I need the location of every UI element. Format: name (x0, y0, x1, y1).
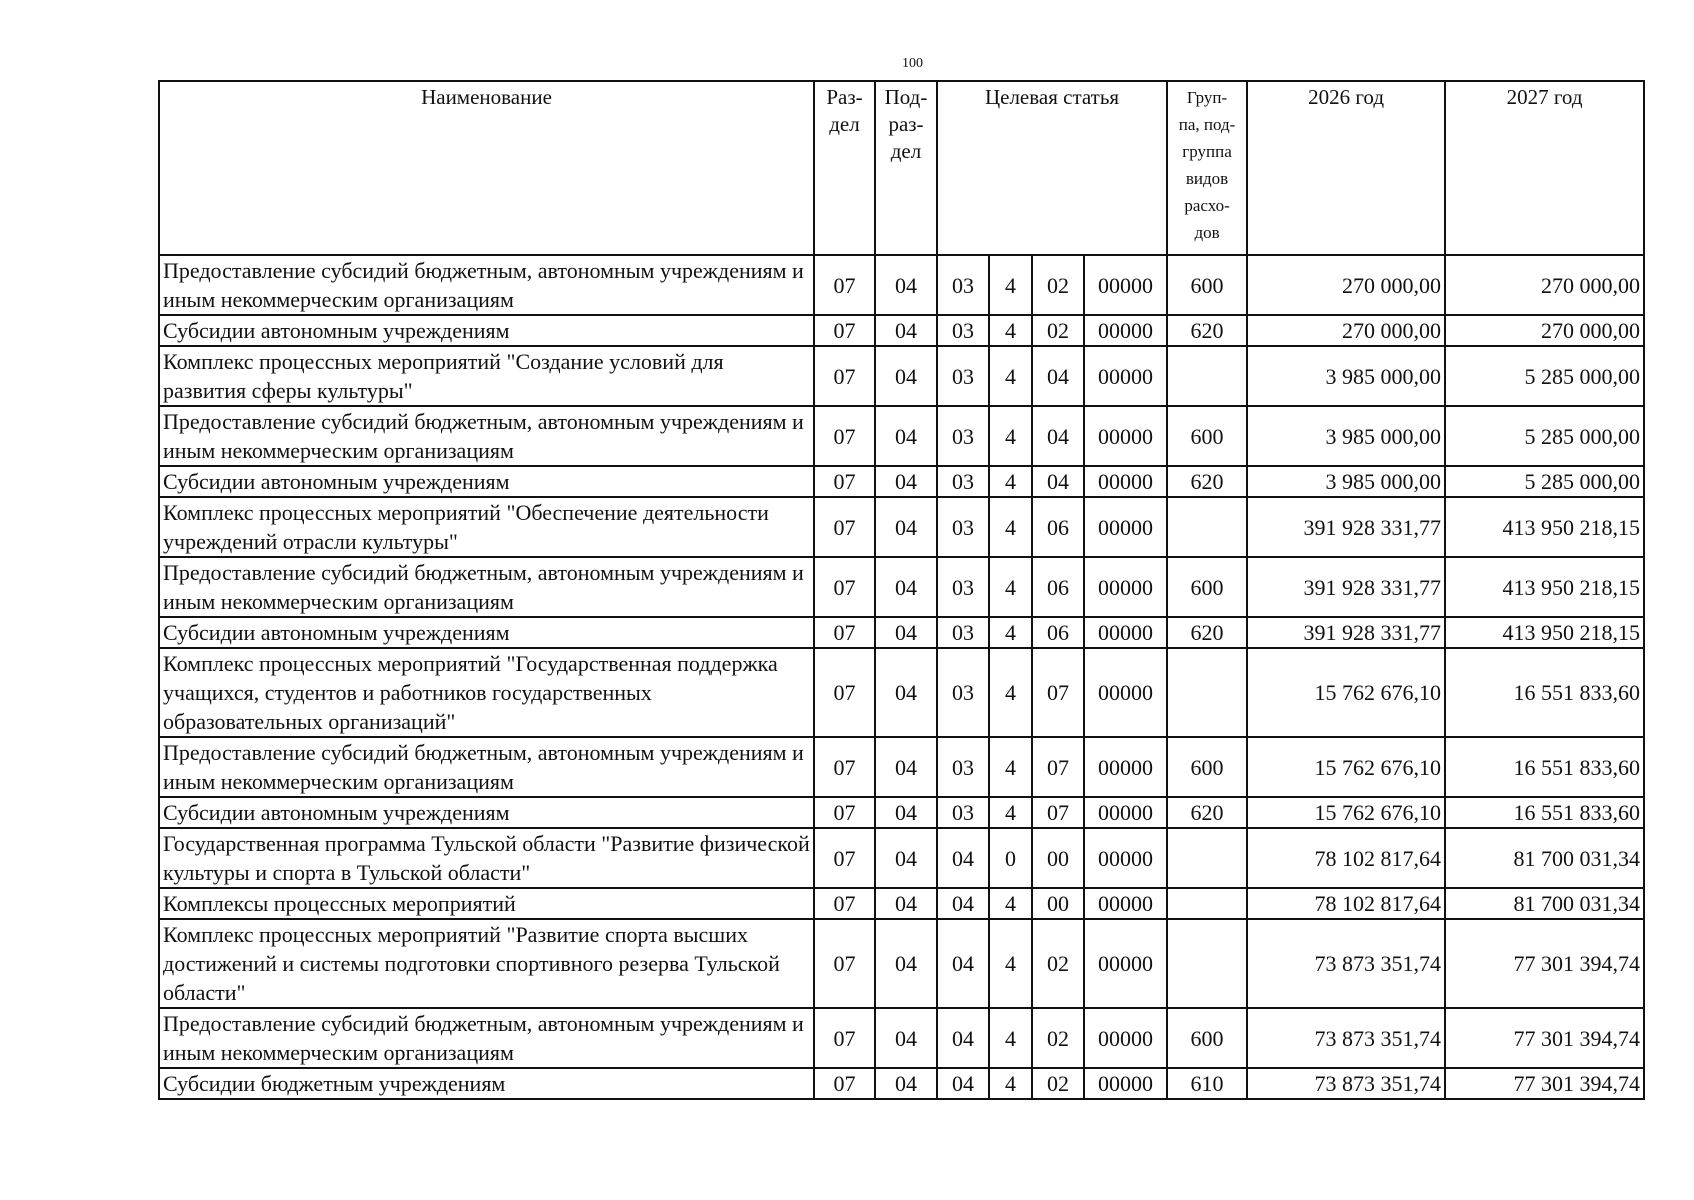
cell-target-type: 4 (989, 315, 1032, 346)
cell-target-program: 03 (937, 497, 989, 557)
cell-target-complex: 00 (1032, 828, 1084, 888)
cell-amount-2027: 81 700 031,34 (1445, 828, 1644, 888)
cell-target-direction: 00000 (1084, 888, 1167, 919)
cell-target-complex: 07 (1032, 648, 1084, 737)
table-row (159, 648, 1644, 737)
cell-target-direction: 00000 (1084, 346, 1167, 406)
cell-target-complex: 02 (1032, 1008, 1084, 1068)
cell-target-complex: 06 (1032, 497, 1084, 557)
table-row (159, 617, 1644, 648)
table-row (159, 737, 1644, 797)
table-row (159, 466, 1644, 497)
cell-subsection: 04 (875, 406, 937, 466)
cell-target-type: 4 (989, 557, 1032, 617)
cell-amount-2027: 5 285 000,00 (1445, 466, 1644, 497)
cell-target-complex: 07 (1032, 737, 1084, 797)
cell-amount-2027: 77 301 394,74 (1445, 1008, 1644, 1068)
cell-name: Субсидии автономным учреждениям (159, 797, 814, 828)
table-row (159, 828, 1644, 888)
cell-expense-group: 600 (1167, 1008, 1247, 1068)
cell-expense-group: 600 (1167, 406, 1247, 466)
cell-target-complex: 02 (1032, 315, 1084, 346)
cell-target-complex: 00 (1032, 888, 1084, 919)
cell-target-type: 4 (989, 497, 1032, 557)
cell-name: Субсидии автономным учреждениям (159, 466, 814, 497)
cell-target-complex: 04 (1032, 346, 1084, 406)
cell-expense-group (1167, 497, 1247, 557)
cell-target-program: 03 (937, 315, 989, 346)
cell-name: Предоставление субсидий бюджетным, автономным учреждениям и иным некоммерческим организациям (159, 737, 814, 797)
cell-subsection: 04 (875, 557, 937, 617)
cell-target-complex: 02 (1032, 255, 1084, 315)
cell-target-direction: 00000 (1084, 737, 1167, 797)
cell-amount-2026: 391 928 331,77 (1247, 557, 1445, 617)
cell-target-direction: 00000 (1084, 797, 1167, 828)
cell-section: 07 (814, 797, 875, 828)
cell-target-type: 4 (989, 617, 1032, 648)
cell-target-direction: 00000 (1084, 466, 1167, 497)
cell-section: 07 (814, 255, 875, 315)
cell-target-direction: 00000 (1084, 919, 1167, 1008)
cell-name: Комплексы процессных мероприятий (159, 888, 814, 919)
cell-expense-group: 610 (1167, 1068, 1247, 1099)
budget-table (158, 80, 1645, 1100)
cell-target-type: 4 (989, 797, 1032, 828)
cell-expense-group: 620 (1167, 617, 1247, 648)
cell-target-program: 04 (937, 828, 989, 888)
page-number: 100 (902, 56, 923, 71)
cell-name: Государственная программа Тульской области "Развитие физической культуры и спорта в Тульской области" (159, 828, 814, 888)
cell-section: 07 (814, 888, 875, 919)
cell-expense-group: 620 (1167, 315, 1247, 346)
cell-subsection: 04 (875, 828, 937, 888)
cell-target-program: 03 (937, 557, 989, 617)
cell-name: Комплекс процессных мероприятий "Создание условий для развития сферы культуры" (159, 346, 814, 406)
cell-amount-2027: 413 950 218,15 (1445, 497, 1644, 557)
cell-section: 07 (814, 466, 875, 497)
cell-name: Предоставление субсидий бюджетным, автономным учреждениям и иным некоммерческим организациям (159, 1008, 814, 1068)
table-row (159, 1068, 1644, 1099)
cell-target-type: 4 (989, 919, 1032, 1008)
cell-target-program: 04 (937, 919, 989, 1008)
table-row (159, 406, 1644, 466)
cell-target-program: 03 (937, 406, 989, 466)
header-year-2026: 2026 год (1247, 81, 1445, 255)
cell-target-direction: 00000 (1084, 406, 1167, 466)
table-row (159, 346, 1644, 406)
cell-target-program: 03 (937, 737, 989, 797)
cell-target-complex: 06 (1032, 557, 1084, 617)
table-row (159, 888, 1644, 919)
cell-subsection: 04 (875, 1008, 937, 1068)
cell-section: 07 (814, 737, 875, 797)
cell-name: Предоставление субсидий бюджетным, автономным учреждениям и иным некоммерческим организациям (159, 557, 814, 617)
cell-subsection: 04 (875, 255, 937, 315)
cell-amount-2027: 5 285 000,00 (1445, 406, 1644, 466)
cell-amount-2026: 270 000,00 (1247, 255, 1445, 315)
cell-target-direction: 00000 (1084, 315, 1167, 346)
cell-amount-2027: 16 551 833,60 (1445, 797, 1644, 828)
cell-amount-2026: 78 102 817,64 (1247, 888, 1445, 919)
cell-section: 07 (814, 557, 875, 617)
cell-expense-group: 600 (1167, 737, 1247, 797)
cell-amount-2027: 413 950 218,15 (1445, 617, 1644, 648)
cell-target-direction: 00000 (1084, 1068, 1167, 1099)
cell-target-direction: 00000 (1084, 617, 1167, 648)
cell-expense-group: 620 (1167, 466, 1247, 497)
cell-expense-group: 620 (1167, 797, 1247, 828)
cell-target-type: 4 (989, 346, 1032, 406)
cell-amount-2026: 391 928 331,77 (1247, 617, 1445, 648)
cell-expense-group: 600 (1167, 255, 1247, 315)
cell-target-direction: 00000 (1084, 1008, 1167, 1068)
cell-section: 07 (814, 1068, 875, 1099)
cell-subsection: 04 (875, 1068, 937, 1099)
cell-target-complex: 02 (1032, 1068, 1084, 1099)
cell-amount-2026: 15 762 676,10 (1247, 648, 1445, 737)
cell-amount-2026: 270 000,00 (1247, 315, 1445, 346)
cell-target-type: 4 (989, 406, 1032, 466)
cell-section: 07 (814, 617, 875, 648)
table-row (159, 315, 1644, 346)
cell-target-type: 4 (989, 888, 1032, 919)
cell-subsection: 04 (875, 737, 937, 797)
cell-amount-2026: 73 873 351,74 (1247, 919, 1445, 1008)
cell-amount-2026: 391 928 331,77 (1247, 497, 1445, 557)
cell-section: 07 (814, 828, 875, 888)
cell-target-program: 03 (937, 617, 989, 648)
cell-section: 07 (814, 919, 875, 1008)
cell-target-program: 04 (937, 1008, 989, 1068)
header-name: Наименование (159, 81, 814, 255)
cell-target-type: 4 (989, 1008, 1032, 1068)
cell-expense-group: 600 (1167, 557, 1247, 617)
cell-subsection: 04 (875, 346, 937, 406)
cell-target-direction: 00000 (1084, 828, 1167, 888)
cell-name: Предоставление субсидий бюджетным, автономным учреждениям и иным некоммерческим организациям (159, 255, 814, 315)
cell-amount-2027: 16 551 833,60 (1445, 737, 1644, 797)
cell-subsection: 04 (875, 919, 937, 1008)
table-row (159, 557, 1644, 617)
cell-section: 07 (814, 497, 875, 557)
cell-amount-2026: 3 985 000,00 (1247, 346, 1445, 406)
cell-subsection: 04 (875, 466, 937, 497)
cell-target-complex: 06 (1032, 617, 1084, 648)
cell-amount-2026: 73 873 351,74 (1247, 1068, 1445, 1099)
cell-amount-2027: 413 950 218,15 (1445, 557, 1644, 617)
cell-name: Субсидии автономным учреждениям (159, 315, 814, 346)
cell-name: Предоставление субсидий бюджетным, автономным учреждениям и иным некоммерческим организациям (159, 406, 814, 466)
cell-section: 07 (814, 406, 875, 466)
cell-amount-2027: 77 301 394,74 (1445, 1068, 1644, 1099)
cell-amount-2027: 16 551 833,60 (1445, 648, 1644, 737)
header-year-2027: 2027 год (1445, 81, 1644, 255)
cell-subsection: 04 (875, 315, 937, 346)
header-expense-group: Груп- па, под- группа видов расхо- дов (1167, 81, 1247, 255)
cell-target-direction: 00000 (1084, 557, 1167, 617)
cell-name: Субсидии автономным учреждениям (159, 617, 814, 648)
cell-expense-group (1167, 888, 1247, 919)
cell-target-direction: 00000 (1084, 255, 1167, 315)
cell-target-program: 04 (937, 1068, 989, 1099)
cell-amount-2026: 73 873 351,74 (1247, 1008, 1445, 1068)
cell-target-type: 4 (989, 737, 1032, 797)
cell-target-complex: 04 (1032, 406, 1084, 466)
cell-target-program: 04 (937, 888, 989, 919)
table-row (159, 919, 1644, 1008)
cell-expense-group (1167, 919, 1247, 1008)
cell-section: 07 (814, 1008, 875, 1068)
cell-amount-2027: 77 301 394,74 (1445, 919, 1644, 1008)
cell-target-program: 03 (937, 255, 989, 315)
cell-subsection: 04 (875, 797, 937, 828)
cell-amount-2027: 270 000,00 (1445, 255, 1644, 315)
cell-target-program: 03 (937, 648, 989, 737)
table-row (159, 255, 1644, 315)
cell-target-program: 03 (937, 466, 989, 497)
header-section: Раз- дел (814, 81, 875, 255)
cell-subsection: 04 (875, 617, 937, 648)
table-body (159, 255, 1644, 1099)
cell-subsection: 04 (875, 497, 937, 557)
cell-name: Субсидии бюджетным учреждениям (159, 1068, 814, 1099)
cell-target-complex: 07 (1032, 797, 1084, 828)
header-target-article: Целевая статья (937, 81, 1167, 255)
table-row (159, 497, 1644, 557)
cell-target-complex: 02 (1032, 919, 1084, 1008)
cell-target-program: 03 (937, 346, 989, 406)
cell-target-type: 4 (989, 648, 1032, 737)
cell-amount-2027: 270 000,00 (1445, 315, 1644, 346)
cell-expense-group (1167, 346, 1247, 406)
cell-amount-2026: 15 762 676,10 (1247, 737, 1445, 797)
cell-amount-2026: 78 102 817,64 (1247, 828, 1445, 888)
cell-subsection: 04 (875, 888, 937, 919)
cell-target-direction: 00000 (1084, 648, 1167, 737)
cell-target-program: 03 (937, 797, 989, 828)
cell-section: 07 (814, 346, 875, 406)
cell-subsection: 04 (875, 648, 937, 737)
cell-target-type: 4 (989, 1068, 1032, 1099)
cell-target-type: 4 (989, 255, 1032, 315)
cell-name: Комплекс процессных мероприятий "Развитие спорта высших достижений и системы подготовки спортивного резерва Тульской области" (159, 919, 814, 1008)
cell-target-type: 4 (989, 466, 1032, 497)
cell-name: Комплекс процессных мероприятий "Обеспечение деятельности учреждений отрасли культуры" (159, 497, 814, 557)
table-row (159, 797, 1644, 828)
cell-target-complex: 04 (1032, 466, 1084, 497)
cell-amount-2027: 81 700 031,34 (1445, 888, 1644, 919)
cell-target-direction: 00000 (1084, 497, 1167, 557)
cell-section: 07 (814, 315, 875, 346)
header-subsection: Под- раз- дел (875, 81, 937, 255)
cell-amount-2026: 15 762 676,10 (1247, 797, 1445, 828)
cell-section: 07 (814, 648, 875, 737)
cell-name: Комплекс процессных мероприятий "Государственная поддержка учащихся, студентов и работников государственных образовательных организаций" (159, 648, 814, 737)
cell-target-type: 0 (989, 828, 1032, 888)
table-row (159, 1008, 1644, 1068)
cell-expense-group (1167, 828, 1247, 888)
cell-amount-2026: 3 985 000,00 (1247, 406, 1445, 466)
cell-expense-group (1167, 648, 1247, 737)
cell-amount-2027: 5 285 000,00 (1445, 346, 1644, 406)
table-header-row (159, 81, 1644, 255)
cell-amount-2026: 3 985 000,00 (1247, 466, 1445, 497)
